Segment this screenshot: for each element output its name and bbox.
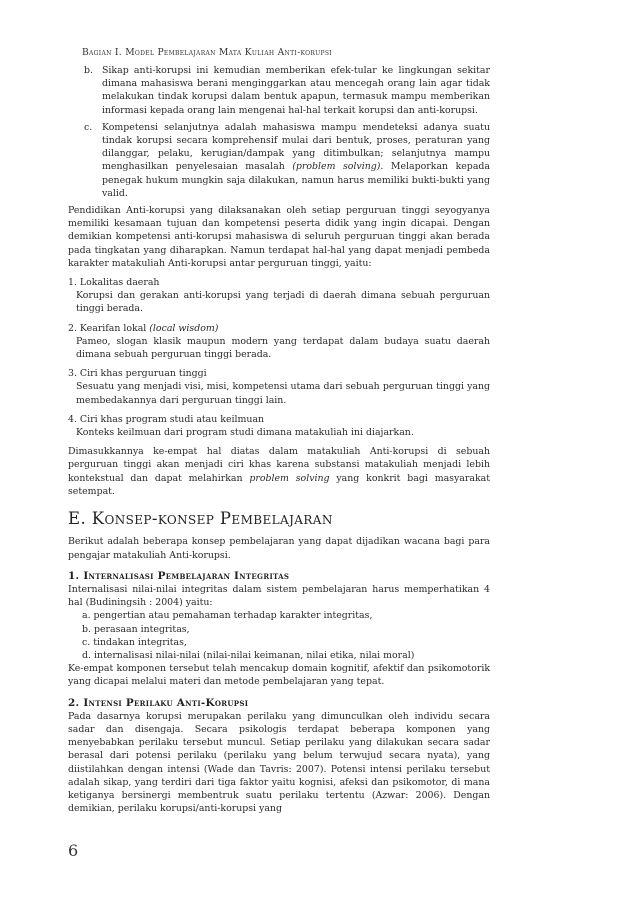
text-segment: 2. Kearifan lokal xyxy=(68,322,150,334)
emphasis-text: problem solving xyxy=(249,472,330,484)
subsection-heading: 1. Internalisasi Pembelajaran Integritas xyxy=(68,569,290,582)
list-item: d. internalisasi nilai-nilai (nilai-nilai keimanan, nilai etika, nilai moral) xyxy=(82,649,415,661)
section-heading: E. Konsep-konsep Pembelajaran xyxy=(68,509,333,529)
page-number: 6 xyxy=(68,841,79,860)
numbered-item-body: Sesuatu yang menjadi visi, misi, kompetensi utama dari sebuah perguruan tinggi yang membedakannya dari perguruan tinggi lain. xyxy=(76,381,490,406)
list-item: c. tindakan integritas, xyxy=(82,636,187,648)
text-segment: Kompetensi selanjutnya adalah mahasiswa mampu mendeteksi adanya suatu tindak korupsi secara komprehensif mulai dari bentuk, proses, peraturan yang dilanggar, pelaku, kerugian/dampak yang ditimbulkan; selanjutnya mampu menghasilkan penyelesaian masalah xyxy=(102,121,490,173)
emphasis-text: (problem solving). xyxy=(292,161,384,173)
competency-list xyxy=(68,64,490,200)
list-item: a. pengertian atau pemahaman terhadap karakter integritas, xyxy=(82,610,373,622)
integrity-list xyxy=(68,609,490,662)
numbered-item-title: 3. Ciri khas perguruan tinggi xyxy=(68,368,207,380)
list-item-text: Sikap anti-korupsi ini kemudian memberikan efek-tular ke lingkungan sekitar dimana mahasiswa berani menginggarkan atau mencegah orang lain agar tidak melakukan tindak korupsi dalam bentuk apapun, termasuk mampu memberikan informasi kepada orang lain mengenai hal-hal terkait korupsi dan anti-korupsi. xyxy=(102,65,490,116)
subsection-intro: Internalisasi nilai-nilai integritas dalam sistem pembelajaran harus memperhatikan 4 hal (Budiningsih : 2004) yaitu: xyxy=(68,583,490,609)
numbered-item-title: 1. Lokalitas daerah xyxy=(68,277,160,289)
numbered-list xyxy=(68,276,490,439)
list-item-c xyxy=(84,121,490,200)
paragraph: Pendidikan Anti-korupsi yang dilaksanakan oleh setiap perguruan tinggi seyogyanya memiliki kesamaan tujuan dan kompetensi peserta didik yang ingin dicapai. Dengan demikian kompetensi anti-korupsi mahasiswa di seluruh perguruan tinggi akan berada pada tingkatan yang diharapkan. Namun terdapat hal-hal yang dapat menjadi pembeda karakter matakuliah Anti-korupsi antar perguruan tinggi, yaitu: xyxy=(68,205,490,269)
paragraph: Ke-empat komponen tersebut telah mencakup domain kognitif, afektif dan psikomotorik yang dicapai melalui materi dan metode pembelajaran yang tepat. xyxy=(68,663,490,688)
list-marker: b. xyxy=(84,65,93,76)
page-content xyxy=(68,64,490,815)
text-segment: Melaporkan kepada penegak hukum mungkin saja dilakukan, namun harus memiliki bukti-bukti yang valid. xyxy=(102,161,490,199)
numbered-item-body: Korupsi dan gerakan anti-korupsi yang terjadi di daerah dimana sebuah perguruan tinggi berada. xyxy=(76,290,490,315)
numbered-item-title xyxy=(68,322,490,335)
running-header: Bagian I. Model Pembelajaran Mata Kuliah Anti-korupsi xyxy=(82,47,332,58)
numbered-item-body: Pameo, slogan klasik maupun modern yang terdapat dalam budaya suatu daerah dimana sebuah perguruan tinggi berada. xyxy=(76,335,490,361)
list-item-text xyxy=(102,121,490,200)
numbered-item xyxy=(68,367,490,407)
numbered-item xyxy=(68,413,490,439)
numbered-item xyxy=(68,276,490,316)
list-item-b xyxy=(84,64,490,117)
numbered-item-body: Konteks keilmuan dari program studi dimana matakuliah ini diajarkan. xyxy=(76,427,414,439)
paragraph: Pada dasarnya korupsi merupakan perilaku yang dimunculkan oleh individu secara sadar dan disengaja. Secara psikologis terdapat beberapa komponen yang menyebabkan perilaku tersebut muncul. Setiap perilaku yang dilakukan secara sadar berasal dari potensi perilaku (perilaku yang belum terwujud secara nyata), yang diistilahkan dengan intensi (Wade dan Tavris: 2007). Potensi intensi perilaku tersebut adalah sikap, yang terdiri dari tiga faktor yaitu kognisi, afeksi dan psikomotor, di mana ketiganya bersinergi membentruk suatu perilaku tertentu (Azwar: 2006). Dengan demikian, perilaku korupsi/anti-korupsi yang xyxy=(68,710,490,815)
numbered-item-title: 4. Ciri khas program studi atau keilmuan xyxy=(68,413,265,425)
section-intro: Berikut adalah beberapa konsep pembelajaran yang dapat dijadikan wacana bagi para pengajar matakuliah Anti-korupsi. xyxy=(68,536,490,561)
list-marker: c. xyxy=(84,121,93,133)
list-item: b. perasaan integritas, xyxy=(82,623,190,635)
subsection-heading: 2. Intensi Perilaku Anti-Korupsi xyxy=(68,696,249,709)
text-segment: yang konkrit bagi masyarakat setempat. xyxy=(68,472,490,497)
emphasis-text: (local wisdom) xyxy=(149,322,219,334)
paragraph xyxy=(68,445,490,498)
numbered-item xyxy=(68,322,490,362)
text-segment: Dimasukkannya ke-empat hal diatas dalam matakuliah Anti-korupsi di sebuah perguruan tinggi akan menjadi ciri khas karena substansi matakuliah menjadi lebih kontekstual dan dapat melahirkan xyxy=(68,446,490,484)
